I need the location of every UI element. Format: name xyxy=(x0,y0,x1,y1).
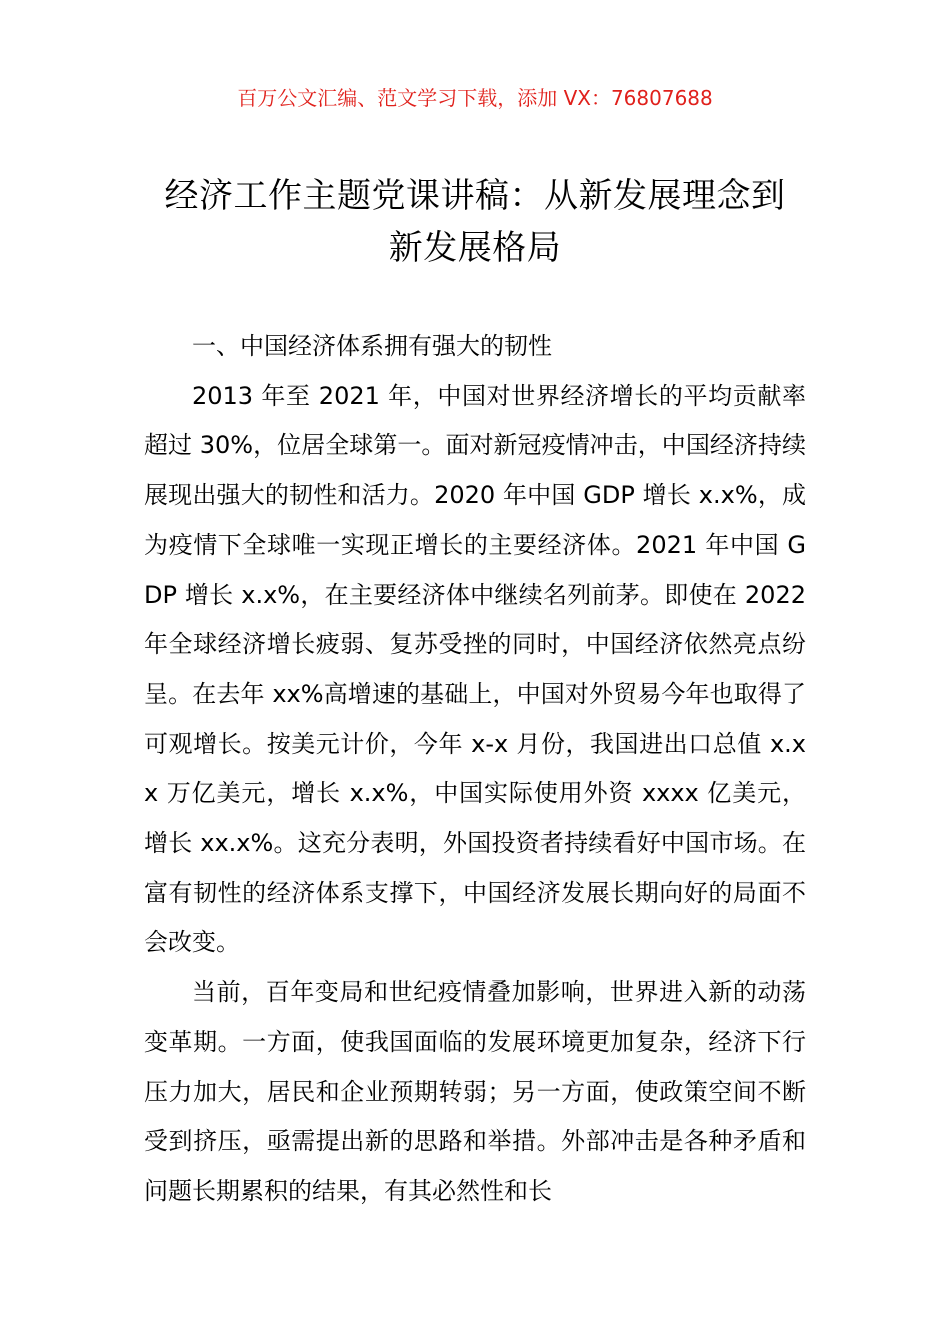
document-body xyxy=(144,322,806,1217)
document-title xyxy=(100,170,850,274)
title-line-1: 经济工作主题党课讲稿：从新发展理念到 xyxy=(164,176,786,216)
section-heading: 一、中国经济体系拥有强大的韧性 xyxy=(192,332,552,360)
paragraph-1: 2013 年至 2021 年，中国对世界经济增长的平均贡献率超过 30%，位居全球第一。面对新冠疫情冲击，中国经济持续展现出强大的韧性和活力。2020 年中国 GDP 增长 x.x%，成为疫情下全球唯一实现正增长的主要经济体。2021 年中国 GDP 增长 x.x%，在主要经济体中继续名列前茅。即使在 2022 年全球经济增长疲弱、复苏受挫的同时，中国经济依然亮点纷呈。在去年 xx%高增速的基础上，中国对外贸易今年也取得了可观增长。按美元计价，今年 x-x 月份，我国进出口总值 x.xx 万亿美元，增长 x.x%，中国实际使用外资 xxxx 亿美元，增长 xx.x%。这充分表明，外国投资者持续看好中国市场。在富有韧性的经济体系支撑下，中国经济发展长期向好的局面不会改变。 xyxy=(144,381,806,957)
paragraph-2: 当前，百年变局和世纪疫情叠加影响，世界进入新的动荡变革期。一方面，使我国面临的发展环境更加复杂，经济下行压力加大，居民和企业预期转弱；另一方面，使政策空间不断受到挤压，亟需提出新的思路和举措。外部冲击是各种矛盾和问题长期累积的结果，有其必然性和长 xyxy=(144,978,806,1205)
header-banner: 百万公文汇编、范文学习下载，添加 VX：76807688 xyxy=(237,86,713,110)
title-line-2: 新发展格局 xyxy=(388,228,562,268)
